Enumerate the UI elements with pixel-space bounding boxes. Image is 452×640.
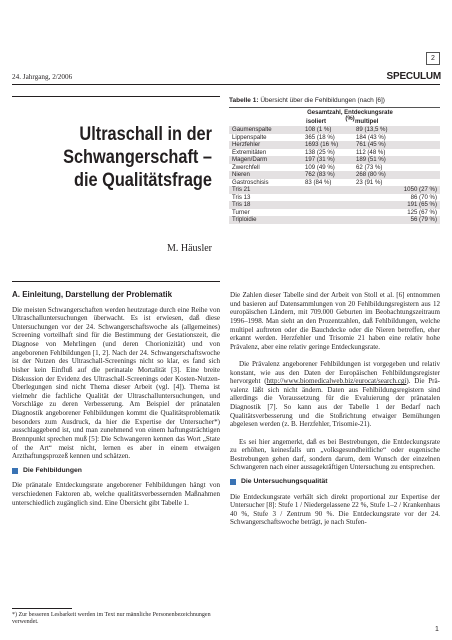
table-cell: 184 (43 %) bbox=[356, 133, 386, 141]
title-line: Ultraschall in der bbox=[79, 124, 212, 145]
table-row bbox=[229, 156, 440, 164]
table-caption-label: Tabelle 1: bbox=[229, 97, 259, 104]
table-cell: 1050 (27 %) bbox=[403, 186, 437, 193]
title-line: Schwangerschaft – bbox=[63, 147, 212, 168]
table-row bbox=[229, 164, 440, 172]
malformation-table bbox=[229, 107, 440, 224]
table-cell: 138 (25 %) bbox=[305, 148, 335, 156]
section-heading: A. Einleitung, Darstellung der Problematik bbox=[12, 290, 173, 299]
table-header-main: Gesamtzahl, Entdeckungsrate (%) bbox=[307, 110, 393, 122]
table-cell: 125 (67 %) bbox=[407, 208, 437, 216]
table-cell: 191 (65 %) bbox=[407, 201, 437, 208]
footnote-rule bbox=[12, 608, 72, 609]
table-cell: Nieren bbox=[232, 171, 250, 178]
table-cell: Zwerchfell bbox=[232, 163, 260, 171]
table-cell: Gaumenspalte bbox=[232, 126, 272, 133]
table-cell: 108 (1 %) bbox=[305, 126, 332, 133]
quality-paragraph: Die Entdeckungsrate verhält sich direkt proportional zur Expertise der Untersucher [8]: Stufe 1 / Niedergelassene 22 %, Stufe 1–2 / Krankenhaus 40 %, Stufe 3 / Zentrum 90 %. Die Entdeckungsrate vor der 24. Schwangerschaftswoche beträgt, je nach Stufen- bbox=[230, 492, 440, 527]
prevalence-paragraph bbox=[230, 360, 440, 429]
table-row bbox=[229, 149, 440, 157]
table-cell: 762 (83 %) bbox=[305, 171, 335, 178]
table-cell: Lippenspalte bbox=[232, 133, 267, 141]
registry-link[interactable]: http://www.biomedicalweb.biz/eurocat/search.cgi bbox=[266, 377, 407, 386]
table-caption bbox=[229, 97, 385, 104]
remark-paragraph: Es sei hier angemerkt, daß es bei Bestrebungen, die Entdeckungsrate zu erhöhen, keinesfalls um „volksgesundheitliche“ oder eugenische Bestrebungen gehen darf, sondern darum, dem Wunsch der einzelnen Schwangeren nach einer aussagekräftigen Untersuchung zu entsprechen. bbox=[230, 437, 440, 472]
title-box bbox=[12, 96, 220, 282]
table-cell: Tris 13 bbox=[232, 193, 251, 201]
table-row bbox=[229, 134, 440, 142]
subheading-untersuchungsqualitaet bbox=[230, 478, 440, 487]
table-cell: 112 (48 %) bbox=[356, 148, 386, 156]
table-cell: 197 (31 %) bbox=[305, 156, 335, 163]
footnote: *) Zur besseren Lesbarkeit werden im Text nur männliche Personenbezeichnungen verwendet. bbox=[12, 612, 211, 626]
page-number-box: 2 bbox=[426, 52, 440, 65]
journal-logo: SPECULUM bbox=[386, 70, 441, 82]
prevalence-text-cont: ). Die Prä-valenz läßt sich nicht ändern. Daten aus Fehlbildungsregistern sind allerdings die Voraussetzung für die Evaluierung der pränatalen Diagnostik [7]. So kann aus der Tabelle 1 der Bedarf nach Qualitätsverbesserung und die Stoßrichtung etwaiger Bemühungen abgelesen werden (z. B. Herzfehler, Trisomie-21). bbox=[230, 377, 440, 429]
table-cell: 1693 (16 %) bbox=[305, 141, 339, 148]
table-cell: 268 (80 %) bbox=[356, 171, 386, 178]
subheading-fehlbildungen bbox=[12, 467, 220, 476]
table-row bbox=[229, 186, 440, 194]
article-title bbox=[40, 123, 212, 192]
table-cell: 83 (84 %) bbox=[305, 178, 332, 186]
subheading-label: Die Untersuchungsqualität bbox=[241, 478, 328, 486]
table-row bbox=[229, 194, 440, 202]
table-cell: Turner bbox=[232, 208, 250, 216]
bullet-icon bbox=[12, 468, 18, 474]
table-cell: 56 (79 %) bbox=[410, 216, 437, 223]
table-caption-text: Übersicht über die Fehlbildungen (nach [6]) bbox=[258, 97, 385, 104]
table-cell: 23 (91 %) bbox=[356, 178, 383, 186]
table-cell: Extremitäten bbox=[232, 148, 267, 156]
table-row bbox=[229, 171, 440, 179]
prevalence-text: Die Prävalenz angeborener Fehlbildungen ist vorgegeben und relativ konstant, wie aus den Daten der Europäischen Fehlbildungsregister hervorgeht ( bbox=[230, 359, 440, 386]
table-cell: 365 (18 %) bbox=[305, 133, 335, 141]
table-cell: Triploidie bbox=[232, 216, 257, 223]
table-header bbox=[229, 108, 440, 126]
table-header-isolated: isoliert bbox=[306, 118, 326, 125]
table-header-multiple: multipel bbox=[355, 118, 379, 125]
author: M. Häusler bbox=[167, 243, 212, 254]
right-column bbox=[230, 291, 440, 527]
table-row bbox=[229, 179, 440, 187]
header-rule bbox=[12, 84, 440, 85]
bullet-icon bbox=[230, 479, 236, 485]
page-number: 1 bbox=[435, 626, 439, 633]
table-cell: Magen/Darm bbox=[232, 156, 268, 163]
title-line: die Qualitätsfrage bbox=[73, 170, 212, 191]
table-cell: Gastroschisis bbox=[232, 178, 269, 186]
table-cell: 761 (45 %) bbox=[356, 141, 386, 148]
left-column bbox=[12, 290, 220, 507]
table-cell: 109 (49 %) bbox=[305, 163, 335, 171]
table-row bbox=[229, 126, 440, 134]
table-cell: 62 (73 %) bbox=[356, 163, 383, 171]
table-row bbox=[229, 141, 440, 149]
table-body bbox=[229, 126, 440, 224]
table-cell: Tris 18 bbox=[232, 201, 251, 208]
table-row bbox=[229, 216, 440, 224]
table-cell: Herzfehler bbox=[232, 141, 261, 148]
table-cell: 189 (51 %) bbox=[356, 156, 386, 163]
subheading-label: Die Fehlbildungen bbox=[23, 466, 82, 474]
table-cell: 89 (13,5 %) bbox=[356, 126, 388, 133]
issue-label: 24. Jahrgang, 2/2006 bbox=[12, 73, 73, 81]
table-cell: Tris 21 bbox=[232, 186, 251, 193]
malformation-paragraph: Die pränatale Entdeckungsrate angeborener Fehlbildungen hängt von verschiedenen Faktoren ab, welche qualitätsverbessernden Maßnahmen unterschiedlich zugänglich sind. Eine Übersicht gibt Tabelle 1. bbox=[12, 481, 220, 507]
table-cell: 86 (70 %) bbox=[410, 193, 437, 201]
table-explanation-paragraph: Die Zahlen dieser Tabelle sind der Arbeit von Stoll et al. [6] entnommen und basieren auf Datensammlungen von 20 Fehlbildungsregistern aus 12 europäischen Ländern, mit 709.000 Geburten im Beobachtungszeitraum 1996–1998. Man sieht an den Prozentzahlen, daß Fehlbildungen, welche multipel auftreten oder die Bauchdecke oder die Nieren betreffen, eher erkannt werden. Herzfehler und Trisomie 21 haben eine relativ hohe Prävalenz, aber eine relativ geringe Entdeckungsrate. bbox=[230, 291, 440, 351]
table-row bbox=[229, 209, 440, 217]
intro-paragraph: Die meisten Schwangerschaften werden heutzutage durch eine Reihe von Ultraschalluntersuchungen überwacht. Es ist erwiesen, daß diese Untersuchungen vor der 24. Schwangerschaftswoche als (allgemeines) Screening vorteilhaft sind für die Bestimmung der Gestationszeit, die Diagnose von Mehrlingen (und deren Chorionizität) und von angeborenen Fehlbildungen [1, 2]. Nach der 24. Schwangerschaftswoche ist der Nutzen des Ultraschall-Screenings nicht so klar, es fand sich bisher kein Einfluß auf die perinatale Mortalität [3]. Eine breite Diskussion der Evidenz des Ultraschall-Screenings oder Kosten-Nutzen-Überlegungen sind nicht Thema dieser Arbeit (vgl. [4]). Thema ist vielmehr die fachliche Qualität der Ultraschalluntersuchungen, und Vorschläge zu deren Verbesserung. Am Beispiel der pränatalen Diagnostik angeborener Fehlbildungen kommt die Qualitätsproblematik besonders zum Ausdruck, da hier die Expertise der Untersucher*) ausschlaggebend ist, und man zunehmend von einem haftungsträchtigen Brennpunkt sprechen muß [5]: Die Schwangeren kennen das Wort „State of the Art“ meist nicht, lernen es aber in einem etwaigen Arzthaftungsprozeß kennen und schätzen. bbox=[12, 305, 220, 461]
table-row bbox=[229, 201, 440, 209]
